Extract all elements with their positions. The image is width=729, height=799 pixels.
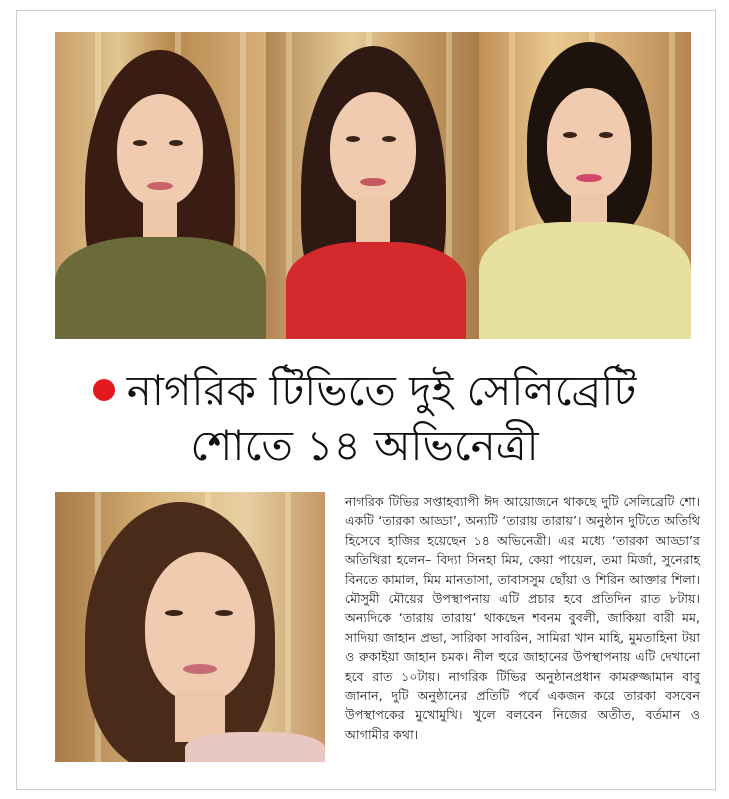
actress-photo-1: [55, 32, 266, 339]
headline-line-1: [0, 365, 729, 417]
headline-text-1: নাগরিক টিভিতে দুই সেলিব্রেটি: [126, 366, 637, 415]
headline-line-2: শোতে ১৪ অভিনেত্রী: [190, 421, 539, 470]
article-body: নাগরিক টিভির সপ্তাহব্যাপী ঈদ আয়োজনে থাকছে দুটি সেলিব্রেটি শো। একটি ‘তারকা আড্ডা’, অন্যটি ‘তারায় তারায়’। অনুষ্ঠান দুটিতে অতিথি হিসেবে হাজির হয়েছেন ১৪ অভিনেত্রী। এর মধ্যে ‘তারকা আড্ডা’র অতিথিরা হলেন– বিদ্যা সিনহা মিম, কেয়া পায়েল, তমা মির্জা, সুনেরাহ বিনতে কামাল, মিম মানতাসা, তাবাসসুম ছোঁয়া ও শিরিন আক্তার শিলা। মৌসুমী মৌয়ের উপস্থাপনায় এটি প্রচার হবে প্রতিদিন রাত ৮টায়। অন্যদিকে ‘তারায় তারায়’ থাকছেন শবনম বুবলী, জাকিয়া বারী মম, সাদিয়া জাহান প্রভা, সারিকা সাবরিন, সামিরা খান মাহি, মুমতাহিনা টয়া ও রুকাইয়া জাহান চমক। নীল হুরে জাহানের উপস্থাপনায় এটি দেখানো হবে রাত ১০টায়। নাগরিক টিভির অনুষ্ঠানপ্রধান কামরুজ্জামান বাবু জানান, দুটি অনুষ্ঠানের প্রতিটি পর্বে একজন করে তারকা বসবেন উপস্থাপকের মুখোমুখি। খুলে বলবেন নিজের অতীত, বর্তমান ও আগামীর কথা।: [345, 494, 700, 742]
actress-photo-3: [479, 32, 691, 339]
red-bullet-icon: [93, 379, 115, 401]
actress-photo-4: [55, 492, 325, 762]
actress-photo-2: [266, 32, 479, 339]
